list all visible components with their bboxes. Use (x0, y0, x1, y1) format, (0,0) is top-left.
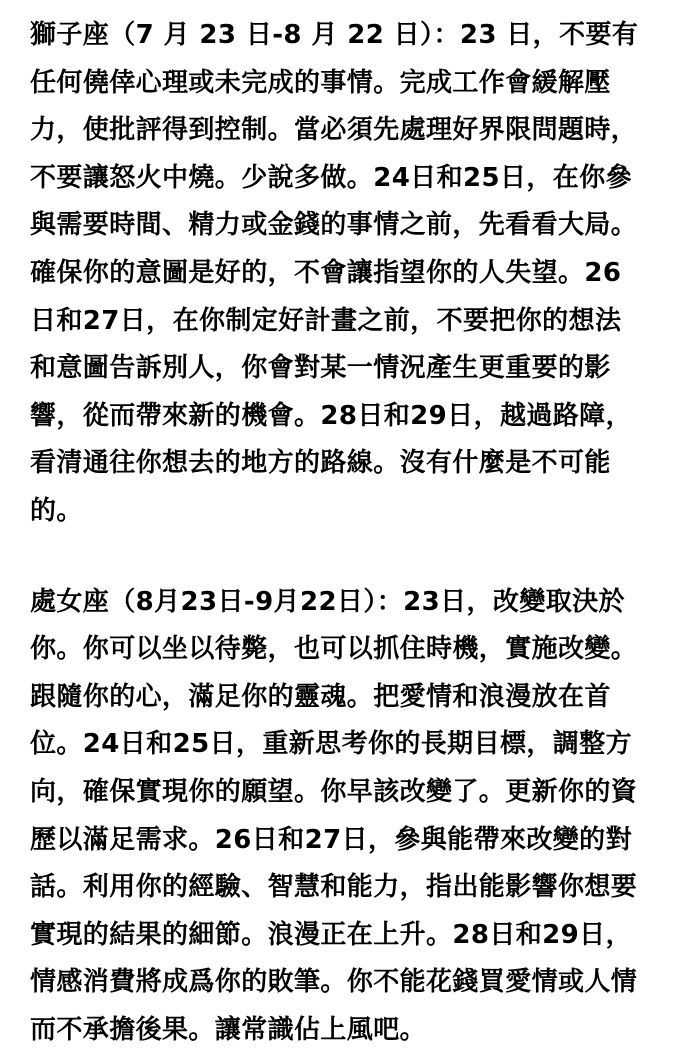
horoscope-virgo-paragraph: 處女座（8月23日-9月22日）：23日，改變取決於你。你可以坐以待斃，也可以抓住時機，實施改變。跟隨你的心，滿足你的靈魂。把愛情和浪漫放在首位。24日和25日，重新思考你的長期目標，調整方向，確保實現你的願望。你早該改變了。更新你的資歷以滿足需求。26日和27日，參與能帶來改變的對話。利用你的經驗、智慧和能力，指出能影響你想要實現的結果的細節。浪漫正在上升。28日和29日，情感消費將成爲你的敗筆。你不能花錢買愛情或人情而不承擔後果。讓常識佔上風吧。 (30, 586, 638, 1045)
paragraph-spacer (30, 536, 642, 579)
horoscope-document (30, 12, 642, 1054)
horoscope-leo-paragraph: 獅子座（7 月 23 日-8 月 22 日）：23 日，不要有任何僥倖心理或未完成的事情。完成工作會緩解壓力，使批評得到控制。當必須先處理好界限問題時，不要讓怒火中燒。少說多做。24日和25日，在你參與需要時間、精力或金錢的事情之前，先看看大局。確保你的意圖是好的，不會讓指望你的人失望。26日和27日，在你制定好計畫之前，不要把你的想法和意圖告訴別人，你會對某一情況產生更重要的影響，從而帶來新的機會。28日和29日，越過路障，看清通往你想去的地方的路線。沒有什麼是不可能的。 (30, 20, 639, 526)
